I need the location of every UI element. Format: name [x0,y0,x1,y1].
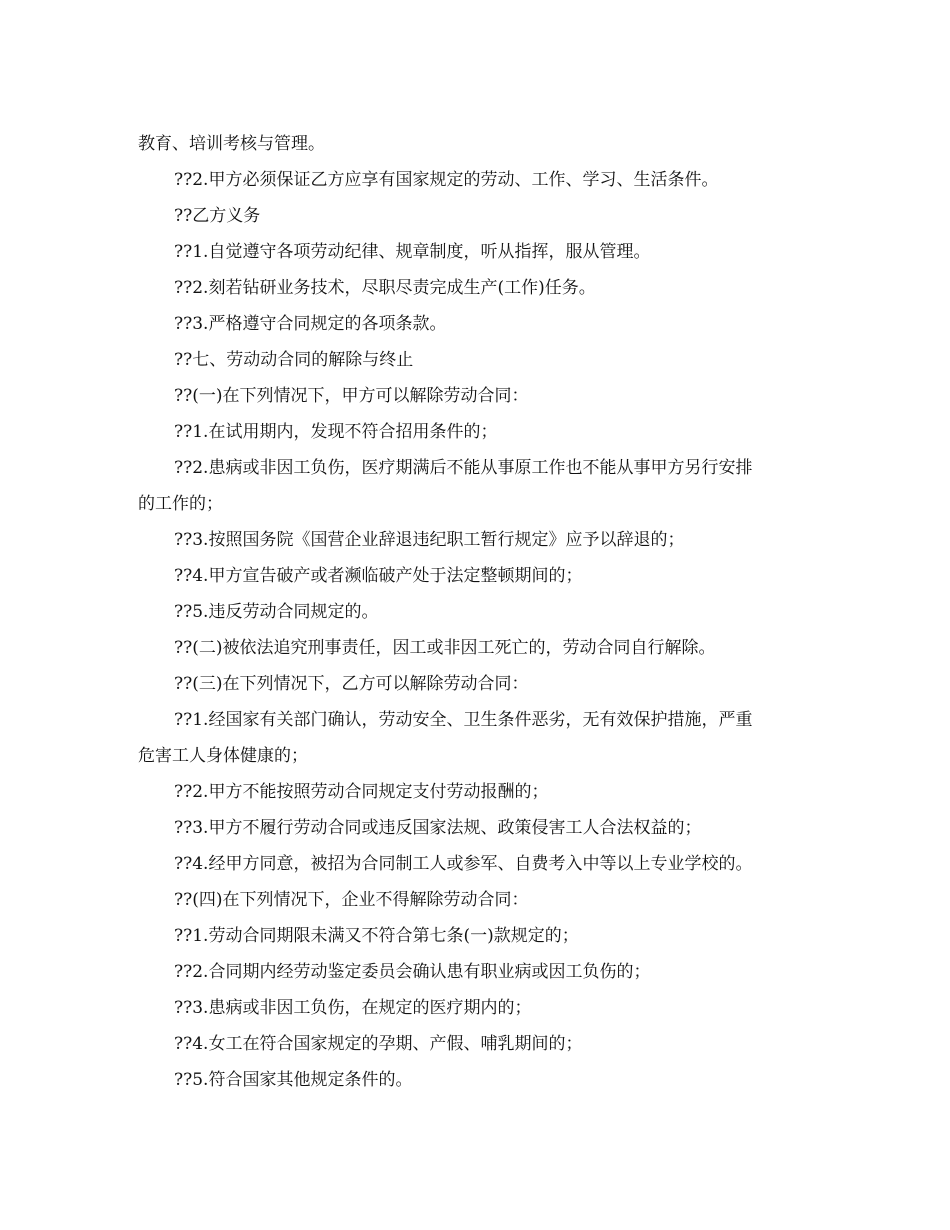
text-line: ??3.患病或非因工负伤，在规定的医疗期内的； [174,998,532,1018]
text-line: ??2.患病或非因工负伤，医疗期满后不能从事原工作也不能从事甲方另行安排 [174,458,753,478]
text-line: 危害工人身体健康的； [138,746,308,766]
text-line: ??3.严格遵守合同规定的各项条款。 [174,314,447,334]
text-line: ??2.刻若钻研业务技术，尽职尽责完成生产(工作)任务。 [174,278,596,298]
text-line: ??1.在试用期内，发现不符合招用条件的； [174,422,498,442]
text-line: ??(四)在下列情况下，企业不得解除劳动合同： [174,890,529,910]
text-line: ??1.劳动合同期限未满又不符合第七条(一)款规定的； [174,926,579,946]
text-line: ??(二)被依法追究刑事责任，因工或非因工死亡的，劳动合同自行解除。 [174,638,716,658]
text-line: ??3.按照国务院《国营企业辞退违纪职工暂行规定》应予以辞退的； [174,530,685,550]
section-heading: ??乙方义务 [174,206,261,226]
section-heading: ??七、劳动动合同的解除与终止 [174,350,414,370]
text-line: ??(一)在下列情况下，甲方可以解除劳动合同： [174,386,529,406]
text-line: ??5.违反劳动合同规定的。 [174,602,379,622]
text-line: ??1.自觉遵守各项劳动纪律、规章制度，听从指挥，服从管理。 [174,242,651,262]
text-line: ??2.甲方必须保证乙方应享有国家规定的劳动、工作、学习、生活条件。 [174,170,719,190]
text-line: ??(三)在下列情况下，乙方可以解除劳动合同： [174,674,529,694]
text-line: ??2.甲方不能按照劳动合同规定支付劳动报酬的； [174,782,549,802]
text-line: ??4.女工在符合国家规定的孕期、产假、哺乳期间的； [174,1034,583,1054]
text-line: ??1.经国家有关部门确认，劳动安全、卫生条件恶劣，无有效保护措施，严重 [174,710,753,730]
document-body [138,126,818,1098]
text-line: ??5.符合国家其他规定条件的。 [174,1070,413,1090]
text-line: 教育、培训考核与管理。 [138,134,325,154]
text-line: ??4.经甲方同意，被招为合同制工人或参军、自费考入中等以上专业学校的。 [174,854,753,874]
text-line: 的工作的； [138,494,223,514]
text-line: ??3.甲方不履行劳动合同或违反国家法规、政策侵害工人合法权益的； [174,818,702,838]
text-line: ??4.甲方宣告破产或者濒临破产处于法定整顿期间的； [174,566,583,586]
text-line: ??2.合同期内经劳动鉴定委员会确认患有职业病或因工负伤的； [174,962,651,982]
